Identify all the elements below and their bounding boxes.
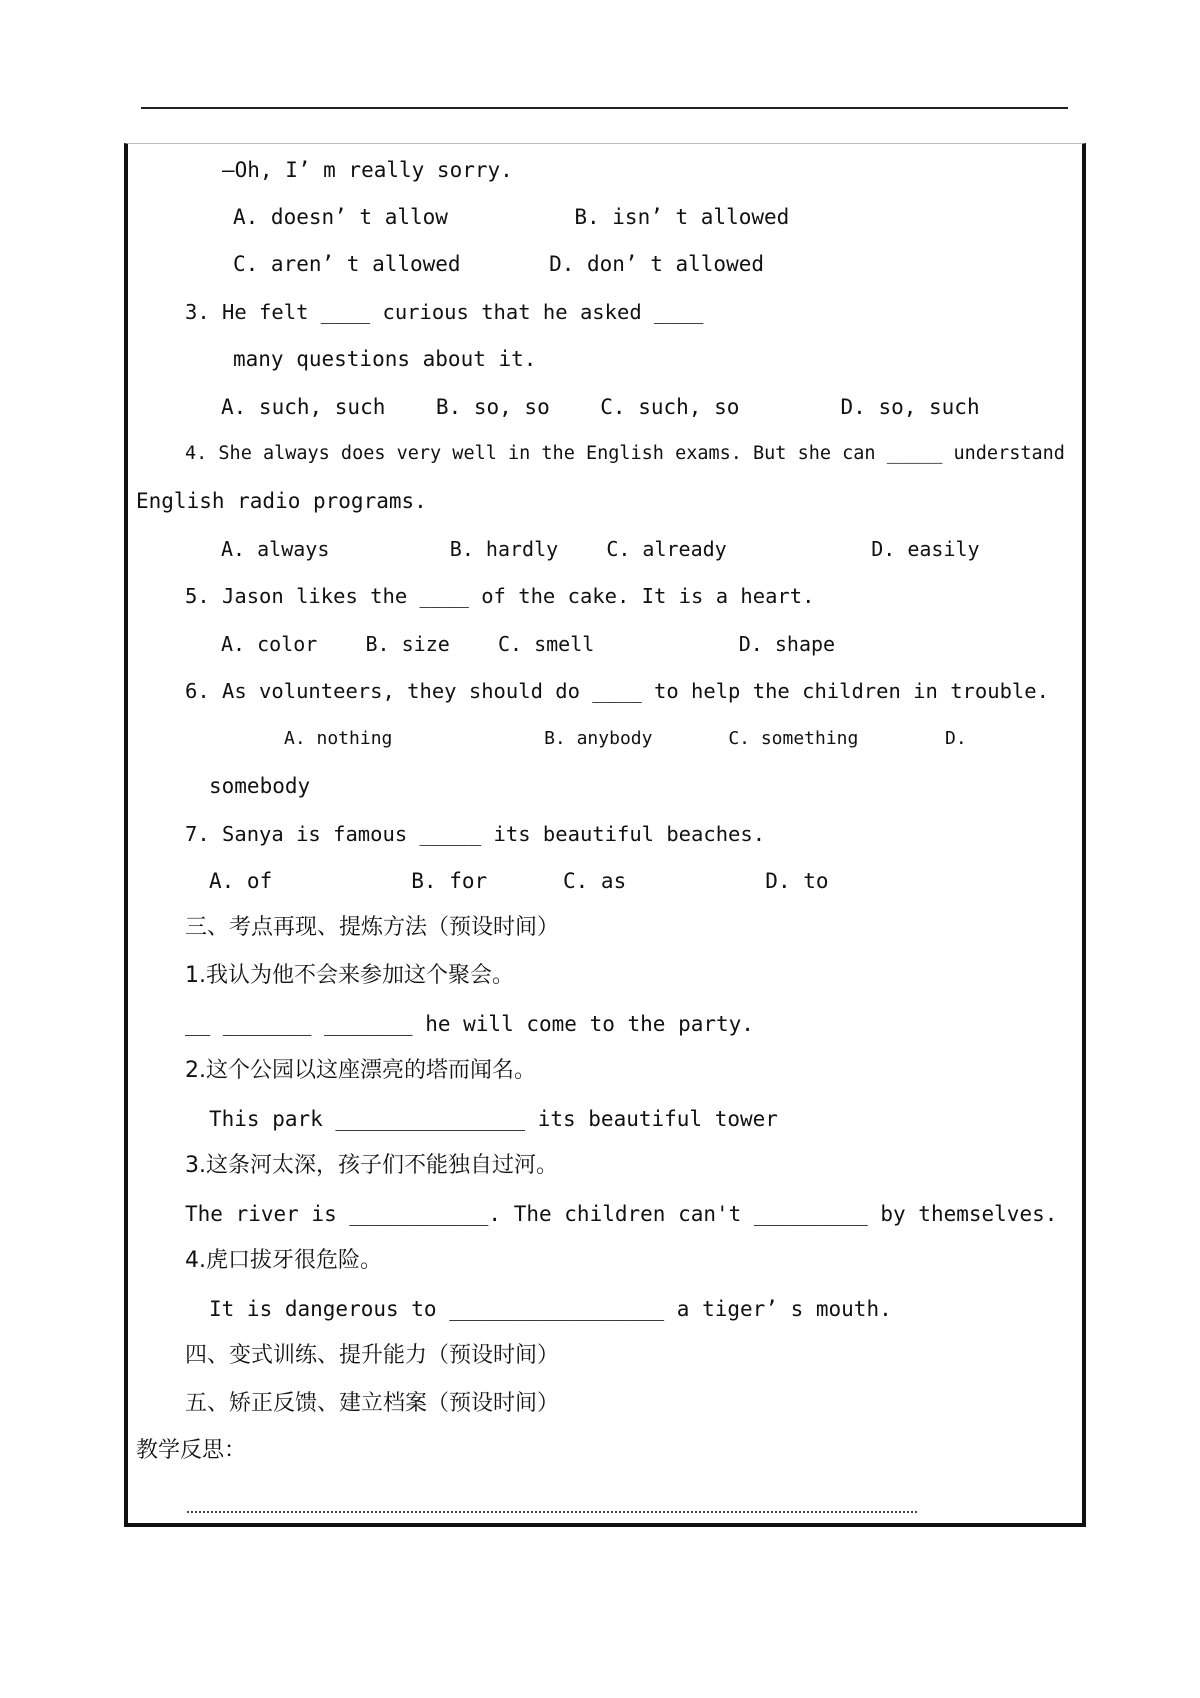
answer-line: __ _______ _______ he will come to the party. <box>185 1012 754 1036</box>
reflection-dotted-line <box>187 1511 917 1513</box>
option-line: somebody <box>209 774 311 798</box>
translation-prompt: 1.我认为他不会来参加这个聚会。 <box>185 963 514 988</box>
text-line: —Oh, I’ m really sorry. <box>222 158 513 182</box>
option-line: A. of B. for C. as D. to <box>209 869 829 893</box>
translation-prompt: 4.虎口拔牙很危险。 <box>185 1248 382 1273</box>
option-line: A. such, such B. so, so C. such, so D. so, such <box>221 395 980 419</box>
answer-line: It is dangerous to _________________ a tiger’ s mouth. <box>209 1297 892 1321</box>
answer-line: This park _______________ its beautiful tower <box>209 1107 778 1131</box>
option-line: A. nothing B. anybody C. something D. <box>284 728 967 749</box>
section-heading: 四、变式训练、提升能力（预设时间） <box>185 1343 560 1368</box>
question-line: 4. She always does very well in the English exams. But she can _____ understand <box>185 443 1065 464</box>
option-line: A. doesn’ t allow B. isn’ t allowed <box>233 205 790 229</box>
option-line: A. always B. hardly C. already D. easily <box>221 537 980 561</box>
section-heading: 三、考点再现、提炼方法（预设时间） <box>185 915 560 940</box>
section-heading: 五、矫正反馈、建立档案（预设时间） <box>185 1391 560 1416</box>
translation-prompt: 2.这个公园以这座漂亮的塔而闻名。 <box>185 1058 536 1083</box>
option-line: C. aren’ t allowed D. don’ t allowed <box>233 252 765 276</box>
text-line: many questions about it. <box>233 347 537 371</box>
header-rule <box>141 107 1068 109</box>
text-line: English radio programs. <box>136 489 427 513</box>
option-line: A. color B. size C. smell D. shape <box>221 632 836 656</box>
question-line: 6. As volunteers, they should do ____ to help the children in trouble. <box>185 679 1049 703</box>
question-line: 7. Sanya is famous _____ its beautiful beaches. <box>185 822 766 846</box>
answer-line: The river is ___________. The children can't _________ by themselves. <box>185 1202 1058 1226</box>
translation-prompt: 3.这条河太深，孩子们不能独自过河。 <box>185 1153 558 1178</box>
question-line: 5. Jason likes the ____ of the cake. It is a heart. <box>185 584 815 608</box>
reflection-label: 教学反思： <box>136 1438 247 1463</box>
question-line: 3. He felt ____ curious that he asked ____ <box>185 300 704 324</box>
